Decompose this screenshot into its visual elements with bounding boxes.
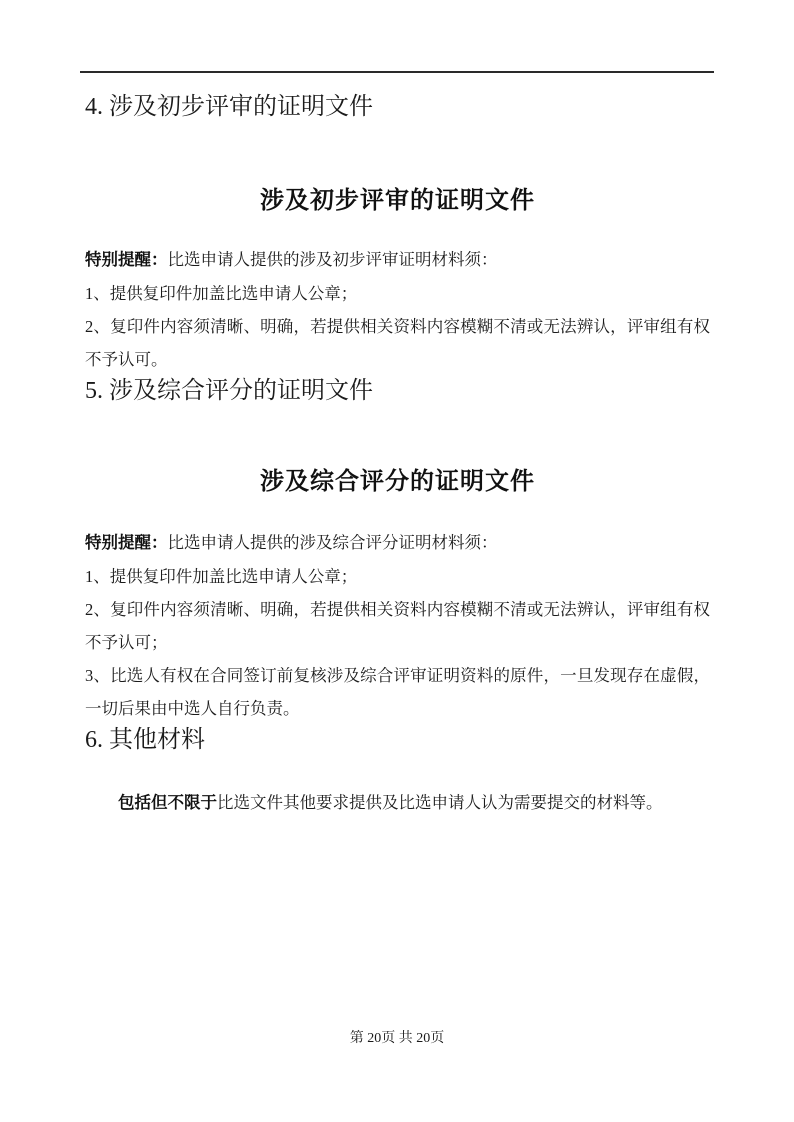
heading-section-4: 4. 涉及初步评审的证明文件: [85, 94, 373, 120]
section4-reminder-paragraph: [85, 243, 710, 277]
section4-item-1: 1、提供复印件加盖比选申请人公章；: [85, 284, 358, 303]
section5-reminder-paragraph: [85, 526, 710, 560]
section5-reminder-label: 特别提醒：: [85, 534, 168, 552]
section5-item-3: 3、比选人有权在合同签订前复核涉及综合评审证明资料的原件，一旦发现存在虚假，一切后果由中选人自行负责。: [85, 666, 710, 718]
page-content: [0, 71, 794, 820]
heading-section-6: 6. 其他材料: [85, 727, 205, 753]
section5-item-2: 2、复印件内容须清晰、明确，若提供相关资料内容模糊不清或无法辨认，评审组有权不予认可；: [85, 600, 710, 652]
section4-reminder-label: 特别提醒：: [85, 251, 168, 269]
section4-item-2: 2、复印件内容须清晰、明确，若提供相关资料内容模糊不清或无法辨认，评审组有权不予认可。: [85, 317, 710, 369]
section6-lead-text: 比选文件其他要求提供及比选申请人认为需要提交的材料等。: [217, 793, 663, 812]
section5-item-1: 1、提供复印件加盖比选申请人公章；: [85, 567, 358, 586]
section6-lead-label: 包括但不限于: [118, 794, 217, 812]
section6-lead-paragraph: [85, 786, 710, 820]
section4-center-title: 涉及初步评审的证明文件: [260, 187, 535, 214]
heading-section-5: 5. 涉及综合评分的证明文件: [85, 378, 373, 404]
page-number-footer: 第 20页 共 20页: [349, 1031, 445, 1046]
section5-center-title: 涉及综合评分的证明文件: [260, 468, 535, 495]
section4-reminder-text: 比选申请人提供的涉及初步评审证明材料须：: [167, 250, 498, 269]
header-rule: [80, 71, 714, 73]
section5-reminder-text: 比选申请人提供的涉及综合评分证明材料须：: [167, 533, 498, 552]
